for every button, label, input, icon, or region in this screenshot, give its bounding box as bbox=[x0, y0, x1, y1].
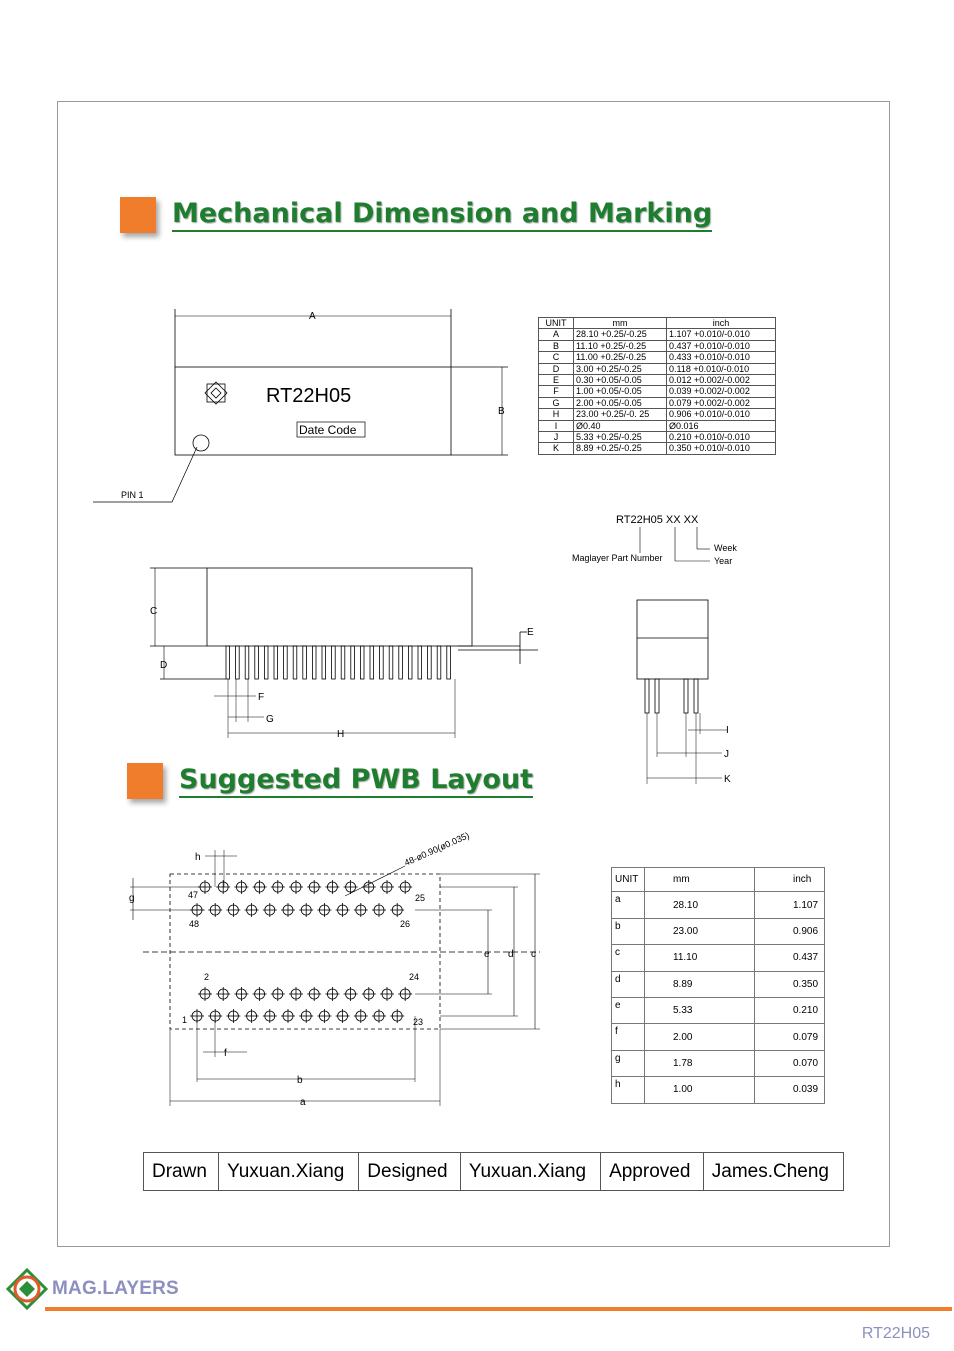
pin-26-label: 26 bbox=[400, 919, 411, 929]
pwb-hole bbox=[325, 987, 339, 1001]
approved-by: James.Cheng bbox=[703, 1153, 843, 1191]
pwb-inch-cell: 0.039 bbox=[755, 1077, 825, 1103]
mechanical-title: Mechanical Dimension and Marking bbox=[172, 198, 712, 232]
header-unit: UNIT bbox=[539, 318, 574, 329]
footer-part-number: RT22H05 bbox=[861, 1325, 930, 1342]
pwb-hole bbox=[380, 987, 394, 1001]
pwb-mm-cell: 28.10 bbox=[645, 892, 755, 918]
pwb-hole bbox=[344, 987, 358, 1001]
pwb-code-cell: a bbox=[612, 892, 645, 918]
logo-marking-icon bbox=[205, 382, 227, 404]
part-marking: RT22H05 bbox=[266, 385, 352, 407]
date-code-label: Date Code bbox=[299, 423, 357, 437]
pin-48-label: 48 bbox=[189, 919, 200, 929]
dim-code-cell: A bbox=[539, 329, 574, 340]
pin-24-label: 24 bbox=[409, 972, 420, 982]
pwb-dimension-table bbox=[611, 867, 825, 1104]
dim-mm-cell: 3.00 +0.25/-0.25 bbox=[574, 363, 667, 374]
pwb-hole bbox=[390, 903, 404, 917]
side-pins bbox=[226, 646, 450, 679]
dimension-row bbox=[539, 375, 776, 386]
designed-by: Yuxuan.Xiang bbox=[460, 1153, 600, 1191]
pwb-inch-cell: 0.437 bbox=[755, 945, 825, 971]
dim-inch-cell: 0.012 +0.002/-0.002 bbox=[667, 375, 776, 386]
dim-g-label: G bbox=[266, 714, 274, 725]
pwb-mm-cell: 23.00 bbox=[645, 918, 755, 944]
dim-f-label: F bbox=[258, 692, 265, 703]
side-pin bbox=[437, 646, 441, 679]
side-pin bbox=[428, 646, 432, 679]
dim-i-label: I bbox=[726, 725, 729, 736]
pwb-hole bbox=[234, 880, 248, 894]
pwb-e-label: e bbox=[484, 949, 490, 960]
side-pin bbox=[236, 646, 240, 679]
pwb-hole bbox=[216, 987, 230, 1001]
dim-code-cell: H bbox=[539, 409, 574, 420]
pwb-hole bbox=[253, 987, 267, 1001]
pwb-holes bbox=[190, 880, 412, 1023]
pwb-hole bbox=[263, 903, 277, 917]
pwb-outline bbox=[170, 874, 440, 1029]
week-label: Week bbox=[714, 543, 737, 553]
pin-23-label: 23 bbox=[413, 1017, 424, 1027]
dimension-row bbox=[539, 409, 776, 420]
side-pin bbox=[447, 646, 451, 679]
side-pin bbox=[399, 646, 403, 679]
pwb-h-label: h bbox=[195, 852, 201, 863]
pwb-table-header bbox=[612, 868, 825, 892]
dim-e-label: E bbox=[527, 627, 534, 638]
pwb-row bbox=[612, 1077, 825, 1103]
pwb-hole bbox=[299, 1009, 313, 1023]
side-pin bbox=[322, 646, 326, 679]
pwb-mm-cell: 8.89 bbox=[645, 971, 755, 997]
pwb-hole bbox=[226, 1009, 240, 1023]
dim-mm-cell: 23.00 +0.25/-0. 25 bbox=[574, 409, 667, 420]
dim-d-label: D bbox=[160, 660, 168, 671]
dim-mm-cell: 1.00 +0.05/-0.05 bbox=[574, 386, 667, 397]
dimension-row bbox=[539, 432, 776, 443]
side-pin bbox=[284, 646, 288, 679]
dimension-row bbox=[539, 397, 776, 408]
approved-label: Approved bbox=[601, 1153, 704, 1191]
pwb-g-label: g bbox=[129, 893, 135, 904]
header-inch: inch bbox=[755, 868, 825, 892]
side-pin bbox=[264, 646, 268, 679]
side-pin bbox=[226, 646, 230, 679]
pwb-hole bbox=[271, 987, 285, 1001]
pwb-hole bbox=[234, 987, 248, 1001]
side-pin bbox=[303, 646, 307, 679]
pwb-hole bbox=[317, 1009, 331, 1023]
pwb-hole bbox=[380, 880, 394, 894]
marking-code: RT22H05 XX XX bbox=[616, 514, 699, 526]
dim-mm-cell: 5.33 +0.25/-0.25 bbox=[574, 432, 667, 443]
pwb-hole bbox=[198, 987, 212, 1001]
pwb-inch-cell: 0.070 bbox=[755, 1050, 825, 1076]
dimension-row bbox=[539, 352, 776, 363]
pwb-code-cell: e bbox=[612, 997, 645, 1023]
pwb-inch-cell: 0.906 bbox=[755, 918, 825, 944]
year-label: Year bbox=[714, 556, 733, 566]
pwb-hole bbox=[336, 1009, 350, 1023]
dim-code-cell: G bbox=[539, 397, 574, 408]
company-logo bbox=[6, 1268, 179, 1310]
dimension-table-header bbox=[539, 318, 776, 329]
side-pin bbox=[389, 646, 393, 679]
pwb-c-label: c bbox=[531, 949, 536, 960]
pwb-hole bbox=[372, 903, 386, 917]
pwb-hole bbox=[307, 880, 321, 894]
pwb-hole bbox=[226, 903, 240, 917]
header-mm: mm bbox=[645, 868, 755, 892]
dimension-table bbox=[538, 317, 776, 455]
dim-inch-cell: 0.039 +0.002/-0.002 bbox=[667, 386, 776, 397]
pwb-hole bbox=[307, 987, 321, 1001]
dim-inch-cell: Ø0.016 bbox=[667, 420, 776, 431]
dim-inch-cell: 0.433 +0.010/-0.010 bbox=[667, 352, 776, 363]
dimension-row bbox=[539, 340, 776, 351]
pwb-hole bbox=[398, 987, 412, 1001]
pwb-hole bbox=[289, 880, 303, 894]
pin-47-label: 47 bbox=[188, 890, 199, 900]
dim-mm-cell: 11.00 +0.25/-0.25 bbox=[574, 352, 667, 363]
dim-c-label: C bbox=[150, 606, 158, 617]
end-view-body bbox=[637, 600, 708, 679]
dimension-row bbox=[539, 386, 776, 397]
pwb-title: Suggested PWB Layout bbox=[179, 764, 533, 798]
pwb-row bbox=[612, 1024, 825, 1050]
pwb-hole bbox=[344, 880, 358, 894]
pwb-code-cell: g bbox=[612, 1050, 645, 1076]
pwb-hole bbox=[299, 903, 313, 917]
pwb-row bbox=[612, 1050, 825, 1076]
pwb-row bbox=[612, 918, 825, 944]
pwb-hole bbox=[398, 880, 412, 894]
side-pin bbox=[332, 646, 336, 679]
dimension-table-body bbox=[539, 329, 776, 454]
top-view-body bbox=[175, 367, 451, 455]
pwb-hole bbox=[281, 903, 295, 917]
pwb-hole bbox=[390, 1009, 404, 1023]
pwb-mm-cell: 1.00 bbox=[645, 1077, 755, 1103]
dim-b-label: B bbox=[498, 406, 505, 417]
pin1-label: PIN 1 bbox=[121, 490, 144, 500]
pin1-marker bbox=[193, 435, 209, 451]
dim-code-cell: K bbox=[539, 443, 574, 454]
pwb-inch-cell: 0.350 bbox=[755, 971, 825, 997]
dim-mm-cell: 11.10 +0.25/-0.25 bbox=[574, 340, 667, 351]
pwb-hole bbox=[317, 903, 331, 917]
pwb-hole bbox=[362, 880, 376, 894]
maglayer-pn-label: Maglayer Part Number bbox=[572, 553, 663, 563]
dim-mm-cell: 8.89 +0.25/-0.25 bbox=[574, 443, 667, 454]
dim-code-cell: B bbox=[539, 340, 574, 351]
dim-inch-cell: 1.107 +0.010/-0.010 bbox=[667, 329, 776, 340]
pwb-hole bbox=[354, 903, 368, 917]
side-pin bbox=[341, 646, 345, 679]
pwb-hole bbox=[325, 880, 339, 894]
pwb-mm-cell: 11.10 bbox=[645, 945, 755, 971]
side-pin bbox=[360, 646, 364, 679]
drawn-by: Yuxuan.Xiang bbox=[219, 1153, 359, 1191]
dim-inch-cell: 0.906 +0.010/-0.010 bbox=[667, 409, 776, 420]
side-pin bbox=[408, 646, 412, 679]
pwb-hole bbox=[354, 1009, 368, 1023]
dim-inch-cell: 0.210 +0.010/-0.010 bbox=[667, 432, 776, 443]
side-pin bbox=[255, 646, 259, 679]
pin-25-label: 25 bbox=[415, 893, 426, 903]
dim-code-cell: J bbox=[539, 432, 574, 443]
dim-code-cell: F bbox=[539, 386, 574, 397]
side-pin bbox=[351, 646, 355, 679]
hole-note: 48-ø0.90(ø0.035) bbox=[402, 830, 471, 868]
pwb-hole bbox=[362, 987, 376, 1001]
dimension-row bbox=[539, 420, 776, 431]
side-pin bbox=[370, 646, 374, 679]
pwb-code-cell: d bbox=[612, 971, 645, 997]
pwb-f-label: f bbox=[224, 1048, 227, 1059]
designed-label: Designed bbox=[359, 1153, 461, 1191]
pwb-inch-cell: 0.079 bbox=[755, 1024, 825, 1050]
dim-mm-cell: Ø0.40 bbox=[574, 420, 667, 431]
maglayers-logo-icon bbox=[6, 1268, 48, 1310]
pwb-mm-cell: 2.00 bbox=[645, 1024, 755, 1050]
pwb-table-body bbox=[612, 892, 825, 1103]
pwb-hole bbox=[216, 880, 230, 894]
dimension-row bbox=[539, 329, 776, 340]
pwb-row bbox=[612, 997, 825, 1023]
pwb-hole bbox=[271, 880, 285, 894]
pwb-hole bbox=[336, 903, 350, 917]
header-unit: UNIT bbox=[612, 868, 645, 892]
side-pin bbox=[245, 646, 249, 679]
pwb-hole bbox=[263, 1009, 277, 1023]
dim-mm-cell: 2.00 +0.05/-0.05 bbox=[574, 397, 667, 408]
pwb-hole bbox=[245, 1009, 259, 1023]
header-mm: mm bbox=[574, 318, 667, 329]
dim-h-label: H bbox=[337, 729, 345, 740]
pwb-row bbox=[612, 892, 825, 918]
pwb-code-cell: h bbox=[612, 1077, 645, 1103]
pwb-hole bbox=[372, 1009, 386, 1023]
pwb-hole bbox=[289, 987, 303, 1001]
pwb-hole bbox=[245, 903, 259, 917]
pwb-code-cell: c bbox=[612, 945, 645, 971]
pin-1-label: 1 bbox=[182, 1015, 188, 1025]
dim-code-cell: I bbox=[539, 420, 574, 431]
signoff-block bbox=[143, 1152, 844, 1191]
dimension-row bbox=[539, 363, 776, 374]
company-name: MAG.LAYERS bbox=[52, 1278, 179, 1299]
dim-inch-cell: 0.118 +0.010/-0.010 bbox=[667, 363, 776, 374]
pwb-row bbox=[612, 945, 825, 971]
dim-mm-cell: 0.30 +0.05/-0.05 bbox=[574, 375, 667, 386]
side-pin bbox=[380, 646, 384, 679]
footer-rule bbox=[45, 1307, 952, 1311]
dim-inch-cell: 0.350 +0.010/-0.010 bbox=[667, 443, 776, 454]
pwb-b-label: b bbox=[297, 1075, 303, 1086]
dimension-row bbox=[539, 443, 776, 454]
pwb-hole bbox=[281, 1009, 295, 1023]
dim-a-label: A bbox=[309, 311, 316, 322]
dim-code-cell: D bbox=[539, 363, 574, 374]
pwb-row bbox=[612, 971, 825, 997]
pwb-mm-cell: 1.78 bbox=[645, 1050, 755, 1076]
pwb-hole bbox=[253, 880, 267, 894]
dim-code-cell: E bbox=[539, 375, 574, 386]
pwb-code-cell: b bbox=[612, 918, 645, 944]
pwb-inch-cell: 0.210 bbox=[755, 997, 825, 1023]
dim-k-label: K bbox=[724, 774, 731, 785]
dim-inch-cell: 0.079 +0.002/-0.002 bbox=[667, 397, 776, 408]
pwb-code-cell: f bbox=[612, 1024, 645, 1050]
side-pin bbox=[418, 646, 422, 679]
pwb-a-label: a bbox=[300, 1097, 306, 1108]
pwb-d-label: d bbox=[508, 949, 514, 960]
drawn-label: Drawn bbox=[144, 1153, 219, 1191]
side-pin bbox=[312, 646, 316, 679]
dim-j-label: J bbox=[724, 749, 729, 760]
dim-code-cell: C bbox=[539, 352, 574, 363]
header-inch: inch bbox=[667, 318, 776, 329]
side-view-body bbox=[207, 568, 472, 646]
pwb-hole bbox=[208, 903, 222, 917]
side-pin bbox=[274, 646, 278, 679]
pwb-inch-cell: 1.107 bbox=[755, 892, 825, 918]
pwb-mm-cell: 5.33 bbox=[645, 997, 755, 1023]
pin-2-label: 2 bbox=[204, 972, 210, 982]
side-pin bbox=[293, 646, 297, 679]
dim-mm-cell: 28.10 +0.25/-0.25 bbox=[574, 329, 667, 340]
dim-inch-cell: 0.437 +0.010/-0.010 bbox=[667, 340, 776, 351]
